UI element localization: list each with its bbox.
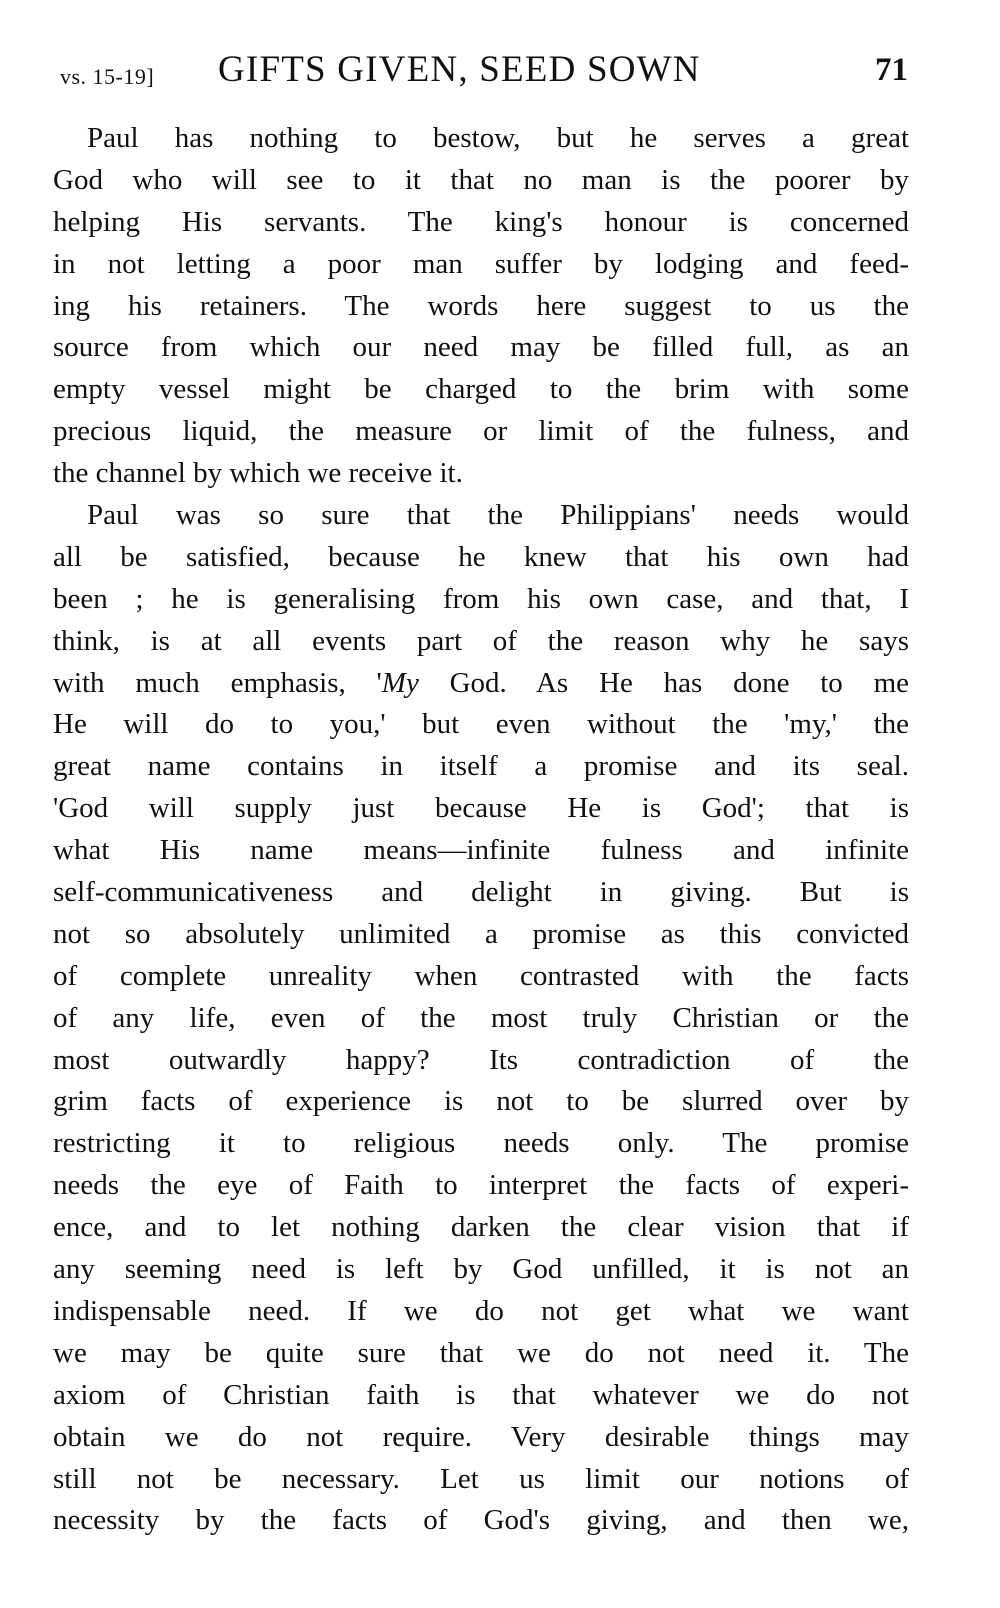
text-line: necessity by the facts of God's giving, and then we, [53, 1504, 909, 1537]
text-line: any seeming need is left by God unfilled, it is not an [53, 1253, 909, 1286]
text-line: indispensable need. If we do not get what we want [53, 1294, 909, 1327]
chapter-title: GIFTS GIVEN, SEED SOWN [218, 49, 701, 90]
text-line: grim facts of experience is not to be slurred over by [53, 1085, 909, 1118]
text-line: source from which our need may be filled full, as an [53, 331, 909, 364]
text-line: axiom of Christian faith is that whatever we do not [53, 1378, 909, 1411]
text-line: obtain we do not require. Very desirable things may [53, 1420, 909, 1453]
text-line: self-communicativeness and delight in giving. But is [53, 876, 909, 909]
text-line: of any life, even of the most truly Christian or the [53, 1001, 909, 1034]
text-line: Paul has nothing to bestow, but he serves a great [87, 122, 909, 154]
text-line: ence, and to let nothing darken the clear vision that if [53, 1211, 909, 1244]
text-line: all be satisfied, because he knew that his own had [53, 540, 909, 573]
text-line: God who will see to it that no man is the poorer by [53, 163, 909, 196]
text-line-emphasis [53, 663, 909, 705]
text-line: Paul was so sure that the Philippians' needs would [87, 499, 909, 532]
text-line: ing his retainers. The words here suggest to us the [53, 289, 909, 322]
text-line: what His name means—infinite fulness and infinite [53, 834, 909, 867]
text-line: in not letting a poor man suffer by lodging and feed- [53, 247, 909, 280]
italic-word: My [381, 666, 419, 699]
text-line: of complete unreality when contrasted with the facts [53, 959, 909, 992]
text-line: not so absolutely unlimited a promise as this convicted [53, 917, 909, 950]
text-line: restricting it to religious needs only. The promise [53, 1127, 909, 1160]
text-line: He will do to you,' but even without the 'my,' the [53, 708, 909, 741]
text-line: needs the eye of Faith to interpret the facts of experi- [53, 1169, 909, 1202]
text-line: helping His servants. The king's honour is concerned [53, 205, 909, 238]
paragraph-1 [53, 118, 909, 495]
text-line: been ; he is generalising from his own case, and that, I [53, 582, 909, 615]
text-line: precious liquid, the measure or limit of the fulness, and [53, 415, 909, 448]
text-line: the channel by which we receive it. [53, 457, 463, 490]
running-head [60, 48, 908, 96]
text-line: think, is at all events part of the reason why he says [53, 624, 909, 657]
page-number: 71 [875, 52, 908, 88]
verse-reference: vs. 15-19] [60, 64, 155, 89]
text-segment: with much emphasis, ' [53, 666, 382, 699]
text-line: we may be quite sure that we do not need it. The [53, 1336, 909, 1369]
text-line: great name contains in itself a promise and its seal. [53, 750, 909, 783]
paragraph-2 [53, 495, 909, 1542]
text-line: still not be necessary. Let us limit our notions of [53, 1462, 909, 1495]
text-segment: God. As He has done to me [418, 666, 910, 699]
text-line: 'God will supply just because He is God'; that is [53, 792, 909, 825]
body-text [53, 118, 909, 1542]
text-line: empty vessel might be charged to the brim with some [53, 373, 909, 406]
text-line: most outwardly happy? Its contradiction of the [53, 1043, 909, 1076]
